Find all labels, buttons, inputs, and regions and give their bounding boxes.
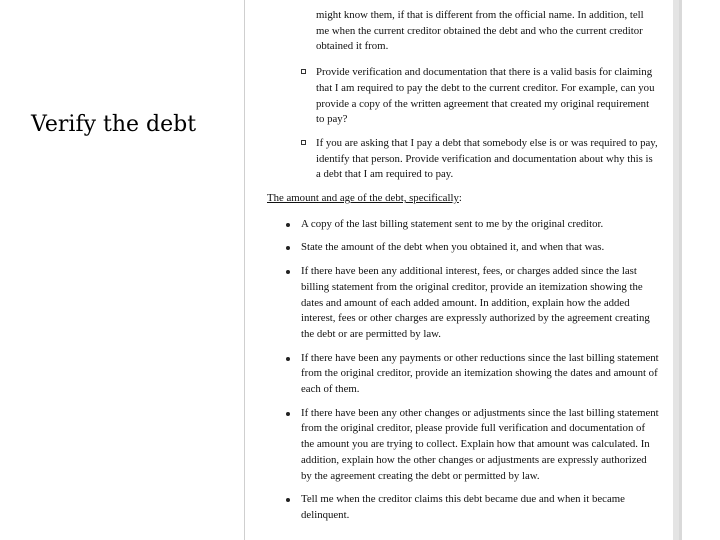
section-heading-row — [267, 191, 659, 207]
bullet-item — [267, 240, 659, 256]
bullet-text: A copy of the last billing statement sent to me by the original creditor. — [301, 217, 604, 230]
bullet-text: Tell me when the creditor claims this debt became due and when it became delinquent. — [301, 493, 625, 521]
square-bullet-icon — [301, 140, 306, 145]
section-heading: The amount and age of the debt, specifically — [267, 192, 459, 205]
sub-item-text: If you are asking that I pay a debt that somebody else is or was required to pay, identify that person. Provide verification and documentation about why this is a debt that I am required to pay. — [316, 136, 658, 181]
bullet-item — [267, 264, 659, 343]
bullet-dot-icon — [286, 270, 290, 274]
sub-item-text: Provide verification and documentation that there is a valid basis for claiming that I am required to pay the debt to the current creditor. For example, can you provide a copy of the written agreement that created my original requirement to pay? — [316, 66, 655, 126]
document-body — [267, 8, 659, 532]
sub-item — [267, 136, 659, 183]
bullet-item — [267, 217, 659, 233]
bullet-dot-icon — [286, 498, 290, 502]
bullet-text: If there have been any other changes or adjustments since the last billing statement from the original creditor, please provide full verification and documentation of the amount you are trying to collect. Explain how that amount was calculated. In addition, explain how the other changes or adjustments are expressly authorized by the agreement creating the debt or permitted by law. — [301, 406, 659, 482]
section-heading-colon: : — [458, 192, 462, 205]
bullet-dot-icon — [286, 357, 290, 361]
bullet-text: State the amount of the debt when you obtained it, and when that was. — [301, 241, 605, 254]
bullet-dot-icon — [286, 246, 290, 250]
bullet-text: If there have been any payments or other reductions since the last billing statement from the original creditor, provide an itemization showing the dates and amount of each of them. — [301, 351, 659, 396]
slide-title: Verify the debt — [31, 112, 197, 137]
square-bullet-icon — [301, 69, 306, 74]
continuation-paragraph: might know them, if that is different from the official name. In addition, tell me when the current creditor obtained the debt and who the current creditor obtained it from. — [316, 9, 644, 53]
bullet-dot-icon — [286, 223, 290, 227]
page-edge — [673, 0, 679, 540]
document-page — [244, 0, 679, 540]
bullet-item — [267, 351, 659, 398]
bullet-item — [267, 406, 659, 485]
bullet-text: If there have been any additional interest, fees, or charges added since the last billing statement from the original creditor, provide an itemization showing the dates and amount of each added amount. In addition, explain how the added interest, fees or other charges are expressly authorized by the agreement creating the debt or are permitted by law. — [301, 265, 650, 340]
bullet-item — [267, 492, 659, 523]
sub-item — [267, 65, 659, 128]
bullet-dot-icon — [286, 412, 290, 416]
